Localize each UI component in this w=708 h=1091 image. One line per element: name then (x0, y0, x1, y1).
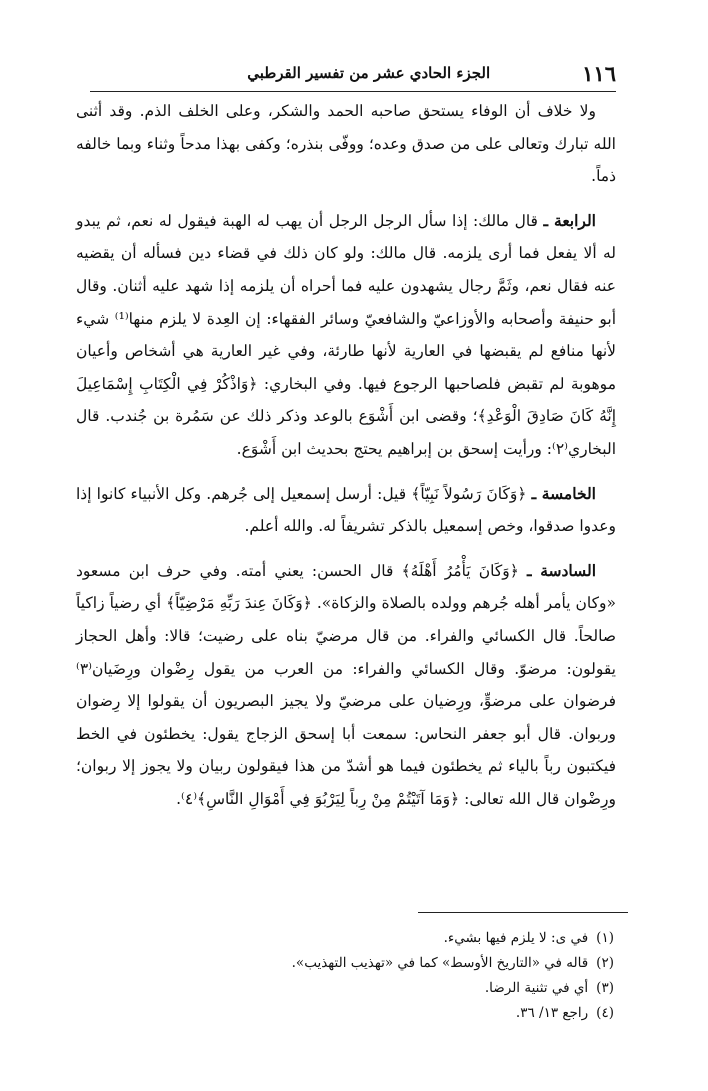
header-rule (90, 91, 616, 92)
paragraph-text: ولا خلاف أن الوفاء يستحق صاحبه الحمد والشكر، وعلى الخلف الذم. وقد أثنى الله تبارك وتعالى على من صدق وعده؛ ووفّى بنذره؛ وكفى بهذا مدحاً وثناء وبما خالفه ذماً. (76, 102, 616, 186)
footnote-rule (418, 912, 628, 913)
paragraph-text: ﴿وَكَانَ رَسُولاً نَبِيّاً﴾ قيل: أرسل إسمعيل إلى جُرهم. وكل الأنبياء كانوا إذا وعدوا صدقوا، وخص إسمعيل بالذكر تشريفاً له. والله أعلم. (76, 484, 616, 536)
paragraph-text: قال مالك: إذا سأل الرجل الرجل أن يهب له الهبة فيقول له نعم، ثم يبدو له ألا يفعل فما أرى يلزمه. قال مالك: ولو كان ذلك في قضاء دين فسأله أن يقضيه عنه فقال نعم، وثَمَّ رجال يشهدون عليه فما أحراه أن يلزمه إذا شهد عليه أثنان. وقال أبو حنيفة وأصحابه والأوزاعيّ والشافعيّ وسائر الفقهاء: إن العِدة لا يلزم منها⁽¹⁾ شيء لأنها منافع لم يقبضها في العارية لأنها طارئة، وفي غير العارية هي أشخاص وأعيان موهوبة لم تقبض فلصاحبها الرجوع فيها. وفي البخاري: ﴿وَاذْكُرْ فِي الْكِتَابِ إِسْمَاعِيلَ إِنَّهُ كَانَ صَادِقَ الْوَعْدِ﴾؛ وقضى ابن أَشْوَع بالوعد وذكر ذلك عن سَمُرة بن جُندب. قال البخاري⁽٢⁾: ورأيت إسحق بن إبراهيم يحتج بحديث ابن أَشْوَع. (76, 211, 616, 458)
page-number: ١١٦ (582, 60, 616, 86)
footnote-number: (٢) (596, 955, 614, 971)
paragraph-text: ﴿وَكَانَ يَأْمُرُ أَهْلَهُ﴾ قال الحسن: يعني أمته. وفي حرف ابن مسعود «وكان يأمر أهله جُرهم وولده بالصلاة والزكاة». ﴿وَكَانَ عِندَ رَبِّهِ مَرْضِيّاً﴾ أي رضياً زاكياً صالحاً. قال الكسائي والفراء. من قال مرضيّ بناه على رضيت؛ قالا: وأهل الحجاز يقولون: مرضوّ. وقال الكسائي والفراء: من العرب من يقول رِضْوان ورِضَيان⁽٣⁾ فرضوان على مرضوٍّ، ورِضيان على مرضيّ ولا يجيز البصريون أن يقولوا إلا رِضوان وربوان. قال أبو جعفر النحاس: سمعت أبا إسحق الزجاج يقول: يخطئون في الخط فيكتبون رباً بالياء ثم يخطئون فيما هو أشدّ من هذا فيقولون ربيان ولا يجوز إلا ربوان؛ ورِضْوان قال الله تعالى: ﴿وَمَا آتَيْتُمْ مِنْ رِباً لِيَرْبُوَ فِي أَمْوَالِ النَّاسِ﴾⁽٤⁾. (76, 561, 616, 808)
footnote-number: (٤) (596, 1005, 614, 1021)
paragraph-sixth (76, 555, 616, 816)
paragraph-fifth (76, 478, 616, 543)
page-header (90, 58, 616, 88)
footnote-item (90, 1001, 614, 1026)
running-title: الجزء الحادي عشر من تفسير القرطبي (247, 64, 491, 82)
section-lead-sixth: السادسة ـ (527, 560, 596, 580)
footnote-item (90, 976, 614, 1001)
footnote-item (90, 951, 614, 976)
footnote-item (90, 926, 614, 951)
footnote-number: (٣) (596, 980, 614, 996)
paragraph-intro (76, 95, 616, 193)
footnote-number: (١) (596, 930, 614, 946)
section-lead-fifth: الخامسة ـ (531, 483, 596, 503)
footnote-text: قاله في «التاريخ الأوسط» كما في «تهذيب التهذيب». (291, 955, 589, 971)
paragraph-fourth (76, 205, 616, 466)
footnotes (90, 926, 614, 1026)
main-text (76, 95, 616, 815)
section-lead-fourth: الرابعة ـ (543, 210, 596, 230)
footnote-text: في ى: لا يلزم فيها بشيء. (443, 930, 589, 946)
footnote-text: أي في تثنية الرضا. (484, 980, 589, 996)
footnote-text: راجع ١٣/ ٣٦. (515, 1005, 589, 1021)
